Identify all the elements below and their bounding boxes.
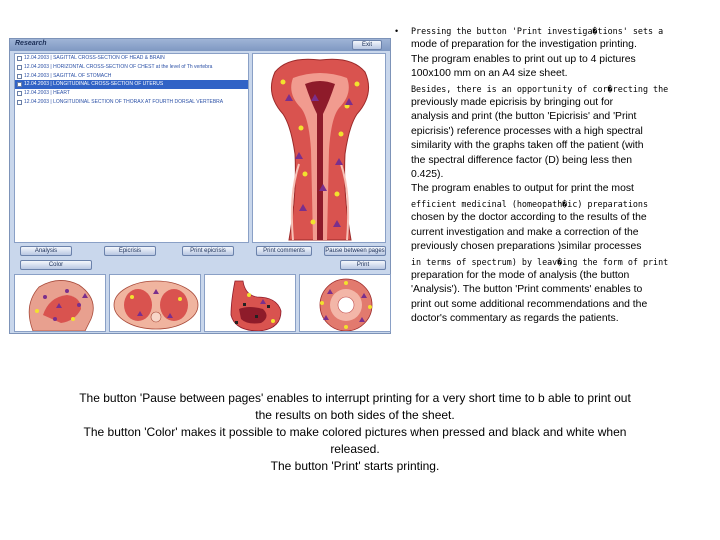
text-line: epicrisis') reference processes with a high spectral: [411, 125, 643, 137]
text-line: The button 'Print' starts printing.: [270, 459, 440, 473]
list-item[interactable]: 12.04.2003 | HEART: [15, 89, 248, 98]
checkbox-icon[interactable]: [17, 65, 22, 70]
stomach-image: [205, 275, 296, 332]
list-item[interactable]: 12.04.2003 | SAGITTAL OF STOMACH: [15, 72, 248, 81]
text-line: The program enables to output for print the most: [411, 183, 634, 195]
checkbox-icon[interactable]: [17, 91, 22, 96]
text-line: previously made epicrisis by bringing out for: [411, 97, 614, 109]
text-line: The program enables to print out up to 4 pictures: [411, 53, 636, 65]
text-line: the results on both sides of the sheet.: [255, 408, 455, 422]
epicrisis-button[interactable]: Epicrisis: [104, 246, 156, 256]
thumbnail-stomach[interactable]: [204, 274, 296, 332]
exit-button[interactable]: Exit: [352, 40, 382, 50]
research-window: [9, 38, 391, 334]
text-line: doctor's commentary as regards the patients.: [411, 313, 619, 325]
text-line: The button 'Color' makes it possible to make colored pictures when pressed and black and white when: [83, 425, 627, 439]
window-titlebar: [10, 39, 390, 51]
text-line: similarity with the graphs taken off the patient (with: [411, 140, 644, 152]
description-text: [411, 24, 717, 327]
color-button[interactable]: Color: [20, 260, 92, 270]
text-line: current investigation and make a correction of the: [411, 226, 639, 238]
heart-section-image: [300, 275, 391, 332]
text-line: The button 'Pause between pages' enables to interrupt printing for a very short time to b able to print out: [79, 391, 631, 405]
list-item[interactable]: 12.04.2003 | SAGITTAL CROSS-SECTION OF HEAD & BRAIN: [15, 54, 248, 63]
chest-section-image: [110, 275, 201, 332]
text-line: released.: [330, 442, 380, 456]
thumbnail-head[interactable]: [14, 274, 106, 332]
text-line: preparation for the mode of analysis (the button: [411, 269, 630, 281]
text-line: efficient medicinal (homeopath�ic) preparations: [411, 198, 648, 209]
list-item[interactable]: 12.04.2003 | HORIZONTAL CROSS-SECTION OF CHEST at the level of Th vertebra: [15, 63, 248, 72]
checkbox-icon[interactable]: [17, 74, 22, 79]
text-line: the spectral difference factor (D) being less then: [411, 154, 633, 166]
analysis-button[interactable]: Analysis: [20, 246, 72, 256]
head-section-image: [15, 275, 106, 332]
text-line: Besides, there is an opportunity of cor�recting the: [411, 83, 669, 94]
print-button[interactable]: Print: [340, 260, 386, 270]
window-title: Research: [15, 40, 47, 47]
text-line: print out some additional recommendations and the: [411, 298, 648, 310]
text-line: Pressing the button 'Print investiga�tions' sets a: [411, 26, 664, 36]
text-line: in terms of spectrum) by leav�ing the form of print: [411, 256, 669, 267]
checkbox-icon[interactable]: [17, 100, 22, 105]
uterus-image: [253, 54, 386, 243]
text-line: 'Analysis'). The button 'Print comments' enables to: [411, 284, 643, 296]
pause-between-pages-button[interactable]: Pause between pages: [325, 248, 385, 254]
checkbox-icon[interactable]: [17, 82, 22, 87]
bottom-description: [20, 390, 690, 475]
text-line: mode of preparation for the investigation printing.: [411, 39, 637, 51]
text-line: chosen by the doctor according to the results of the: [411, 212, 647, 224]
text-line: analysis and print (the button 'Epicrisis' and 'Print: [411, 111, 637, 123]
organ-viewer[interactable]: [252, 53, 386, 243]
list-item-selected[interactable]: 12.04.2003 | LONGITUDINAL CROSS-SECTION OF UTERUS: [15, 80, 248, 89]
list-item[interactable]: 12.04.2003 | LONGITUDINAL SECTION OF THORAX AT FOURTH DORSAL VERTEBRA: [15, 98, 248, 107]
thumbnail-heart[interactable]: [299, 274, 391, 332]
text-line: 100x100 mm on an A4 size sheet.: [411, 68, 568, 80]
bullet-marker: •: [395, 26, 399, 36]
text-line: 0.425).: [411, 169, 444, 181]
investigation-list[interactable]: [14, 53, 249, 243]
print-comments-button[interactable]: Print comments: [256, 246, 312, 256]
text-line: previously chosen preparations )similar processes: [411, 241, 642, 253]
checkbox-icon[interactable]: [17, 56, 22, 61]
print-epicrisis-button[interactable]: Print epicrisis: [182, 246, 234, 256]
thumbnail-chest[interactable]: [109, 274, 201, 332]
